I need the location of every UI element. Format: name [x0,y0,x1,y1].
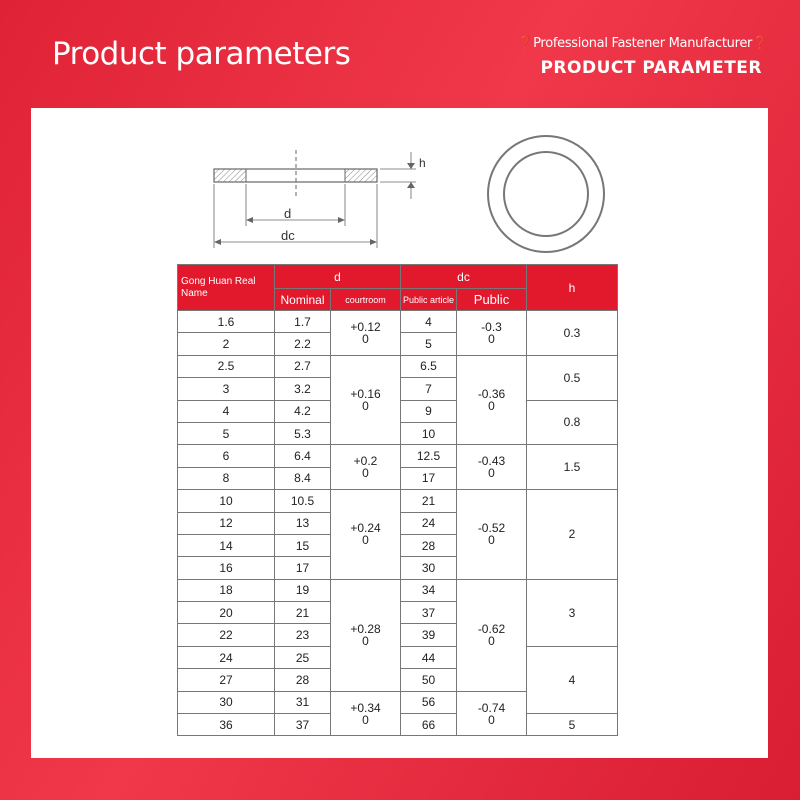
cell-name: 14 [178,534,275,556]
cell-d-nominal: 8.4 [275,467,331,489]
cell-d-nominal: 31 [275,691,331,713]
header-d: d [275,265,401,289]
cell-h: 1.5 [527,445,618,490]
cell-d-nominal: 19 [275,579,331,601]
cell-dc-tolerance: -0.52 0 [457,490,527,580]
cell-dc-nominal: 6.5 [401,355,457,377]
label-d: d [284,206,292,221]
cell-name: 6 [178,445,275,467]
cell-h: 5 [527,714,618,736]
parameter-table [177,264,618,736]
cell-d-nominal: 23 [275,624,331,646]
cell-dc-nominal: 39 [401,624,457,646]
cell-h: 0.3 [527,311,618,356]
cell-d-nominal: 4.2 [275,400,331,422]
cell-dc-nominal: 50 [401,669,457,691]
cell-d-nominal: 6.4 [275,445,331,467]
cell-dc-nominal: 44 [401,646,457,668]
cell-name: 4 [178,400,275,422]
washer-top-view [488,136,604,252]
cell-h: 2 [527,490,618,580]
cell-name: 18 [178,579,275,601]
cell-h: 3 [527,579,618,646]
table-row [178,579,618,601]
cell-d-tolerance: +0.34 0 [331,691,401,736]
cell-dc-nominal: 24 [401,512,457,534]
page-title: Product parameters [52,36,351,72]
cell-d-nominal: 21 [275,602,331,624]
cell-d-tolerance: +0.12 0 [331,311,401,356]
sub-courtroom: courtroom [331,289,401,311]
cell-d-nominal: 25 [275,646,331,668]
cell-name: 10 [178,490,275,512]
cell-dc-nominal: 56 [401,691,457,713]
cell-dc-nominal: 9 [401,400,457,422]
section-heading: PRODUCT PARAMETER [540,58,762,78]
cell-dc-nominal: 7 [401,378,457,400]
cell-name: 12 [178,512,275,534]
cell-d-nominal: 3.2 [275,378,331,400]
cell-name: 2 [178,333,275,355]
cell-d-tolerance: +0.28 0 [331,579,401,691]
cell-dc-tolerance: -0.3 0 [457,311,527,356]
label-h: h [419,156,426,170]
cell-name: 8 [178,467,275,489]
cell-dc-nominal: 30 [401,557,457,579]
cell-dc-nominal: 37 [401,602,457,624]
sub-public: Public [457,289,527,311]
cell-name: 20 [178,602,275,624]
cell-d-nominal: 17 [275,557,331,579]
cell-dc-nominal: 17 [401,467,457,489]
cell-d-tolerance: +0.2 0 [331,445,401,490]
cell-dc-tolerance: -0.74 0 [457,691,527,736]
table-row [178,355,618,377]
cell-h: 0.8 [527,400,618,445]
header-name: Gong Huan Real Name [178,265,275,311]
cell-name: 36 [178,714,275,736]
cell-dc-nominal: 21 [401,490,457,512]
cell-dc-nominal: 12.5 [401,445,457,467]
washer-side-view [214,150,426,248]
cell-name: 30 [178,691,275,713]
cell-h: 0.5 [527,355,618,400]
cell-dc-nominal: 34 [401,579,457,601]
manufacturer-tagline: ❓Professional Fastener Manufacturer❓ [517,36,768,51]
header-h: h [527,265,618,311]
cell-d-nominal: 15 [275,534,331,556]
cell-d-nominal: 37 [275,714,331,736]
cell-dc-nominal: 10 [401,422,457,444]
cell-dc-tolerance: -0.62 0 [457,579,527,691]
cell-name: 16 [178,557,275,579]
cell-name: 2.5 [178,355,275,377]
cell-dc-nominal: 66 [401,714,457,736]
cell-name: 27 [178,669,275,691]
cell-d-tolerance: +0.16 0 [331,355,401,445]
cell-dc-nominal: 4 [401,311,457,333]
table-row [178,311,618,333]
cell-name: 24 [178,646,275,668]
sub-public-article: Public article [401,289,457,311]
cell-d-nominal: 2.2 [275,333,331,355]
cell-d-nominal: 13 [275,512,331,534]
sub-nominal: Nominal [275,289,331,311]
cell-dc-nominal: 28 [401,534,457,556]
washer-diagram [31,108,768,268]
table-row [178,445,618,467]
table-row [178,490,618,512]
cell-name: 3 [178,378,275,400]
cell-d-nominal: 28 [275,669,331,691]
cell-d-nominal: 5.3 [275,422,331,444]
cell-dc-tolerance: -0.43 0 [457,445,527,490]
cell-name: 5 [178,422,275,444]
cell-d-nominal: 1.7 [275,311,331,333]
cell-h: 4 [527,646,618,713]
cell-dc-tolerance: -0.36 0 [457,355,527,445]
cell-dc-nominal: 5 [401,333,457,355]
cell-d-nominal: 10.5 [275,490,331,512]
table-header-row [178,265,618,289]
cell-name: 22 [178,624,275,646]
cell-d-nominal: 2.7 [275,355,331,377]
header-dc: dc [401,265,527,289]
label-dc: dc [281,228,295,243]
cell-d-tolerance: +0.24 0 [331,490,401,580]
cell-name: 1.6 [178,311,275,333]
